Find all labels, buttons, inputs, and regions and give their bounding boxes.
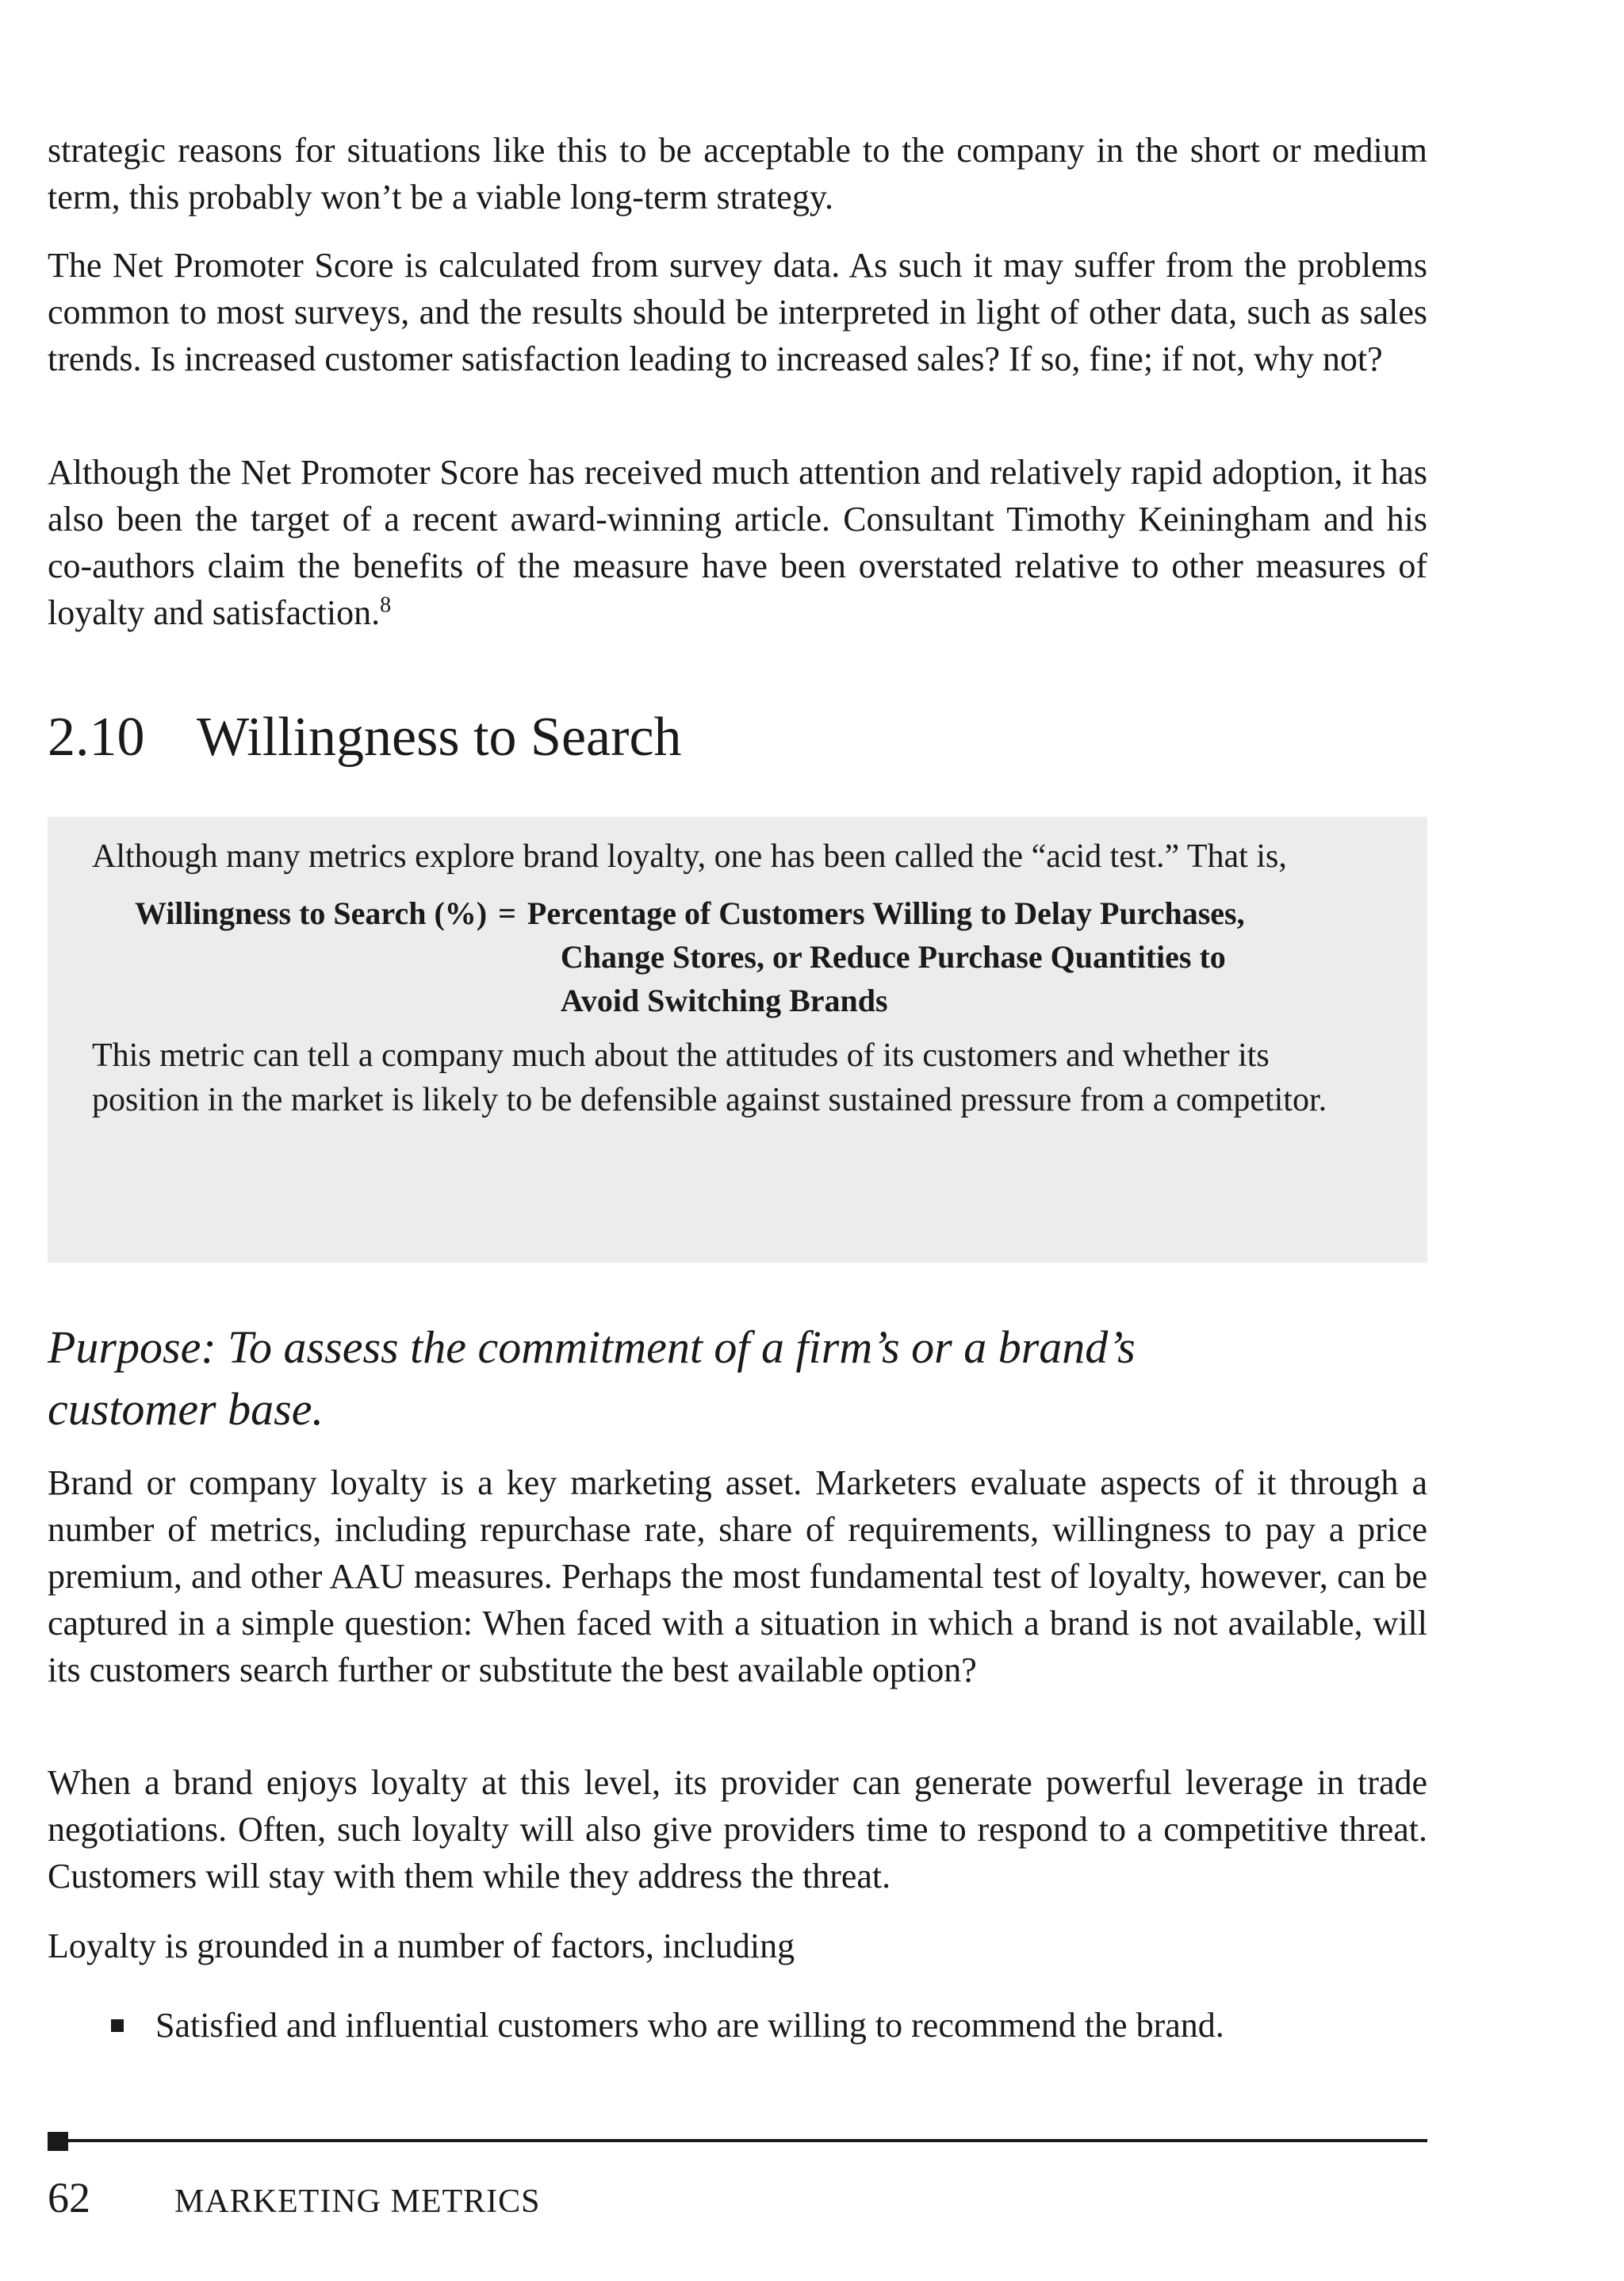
running-head: MARKETING METRICS (174, 2183, 541, 2220)
paragraph-nps-criticism-text: Although the Net Promoter Score has received much attention and relatively rapid adoption, it has also been the target of a recent award-winning article. Consultant Timothy Keiningham and his co-authors claim the benefits of the measure have been overstated relative to other measures of loyalty and satisfaction. (48, 453, 1427, 632)
footnote-marker: 8 (380, 592, 392, 618)
page-number: 62 (48, 2174, 90, 2222)
callout-outro: This metric can tell a company much about the attitudes of its customers and whether its position in the market is likely to be defensible against sustained pressure from a competitor. (92, 1037, 1327, 1118)
paragraph-continued: strategic reasons for situations like this to be acceptable to the company in the short or medium term, this probably won’t be a viable long-term strategy. (48, 131, 1427, 217)
paragraph-nps-criticism (48, 449, 1427, 636)
formula-rhs-line-2: Change Stores, or Reduce Purchase Quantities to (560, 939, 1226, 975)
paragraph-nps-survey: The Net Promoter Score is calculated from survey data. As such it may suffer from the problems common to most surveys, and the results should be interpreted in light of other data, such as sales trends. Is increased customer satisfaction leading to increased sales? If so, fine; if not, why not? (48, 246, 1427, 378)
square-bullet-icon (111, 2019, 124, 2032)
section-number: 2.10 (48, 707, 145, 768)
formula-lhs: Willingness to Search (%) (135, 895, 488, 931)
purpose-heading: Purpose: To assess the commitment of a firm’s or a brand’s customer base. (48, 1321, 1136, 1435)
footer-divider (48, 2139, 1427, 2142)
formula-rhs-line-3: Avoid Switching Brands (560, 983, 888, 1018)
formula-equals: = (498, 895, 516, 931)
paragraph-brand-loyalty: Brand or company loyalty is a key marketing asset. Marketers evaluate aspects of it through a number of metrics, including repurchase rate, share of requirements, willingness to pay a price premium, and other AAU measures. Perhaps the most fundamental test of loyalty, however, can be captured in a simple question: When faced with a situation in which a brand is not available, will its customers search further or substitute the best available option? (48, 1463, 1427, 1689)
list-item (111, 2002, 1224, 2049)
paragraph-loyalty-factors: Loyalty is grounded in a number of factors, including (48, 1926, 795, 1965)
section-heading (48, 702, 682, 773)
factor-list (111, 2002, 1224, 2049)
formula-rhs-line-1: Percentage of Customers Willing to Delay Purchases, (527, 895, 1245, 931)
formula (135, 891, 1383, 1022)
callout-intro: Although many metrics explore brand loyalty, one has been called the “acid test.” That is, (92, 838, 1287, 875)
paragraph-leverage: When a brand enjoys loyalty at this level, its provider can generate powerful leverage in trade negotiations. Often, such loyalty will also give providers time to respond to a competitive threat. Customers will stay with them while they address the threat. (48, 1763, 1427, 1896)
page-footer (48, 2173, 541, 2222)
formula-rhs (527, 891, 1245, 1022)
definition-callout-box (48, 817, 1427, 1263)
list-item-text: Satisfied and influential customers who are willing to recommend the brand. (155, 2006, 1224, 2045)
section-title: Willingness to Search (197, 707, 682, 768)
